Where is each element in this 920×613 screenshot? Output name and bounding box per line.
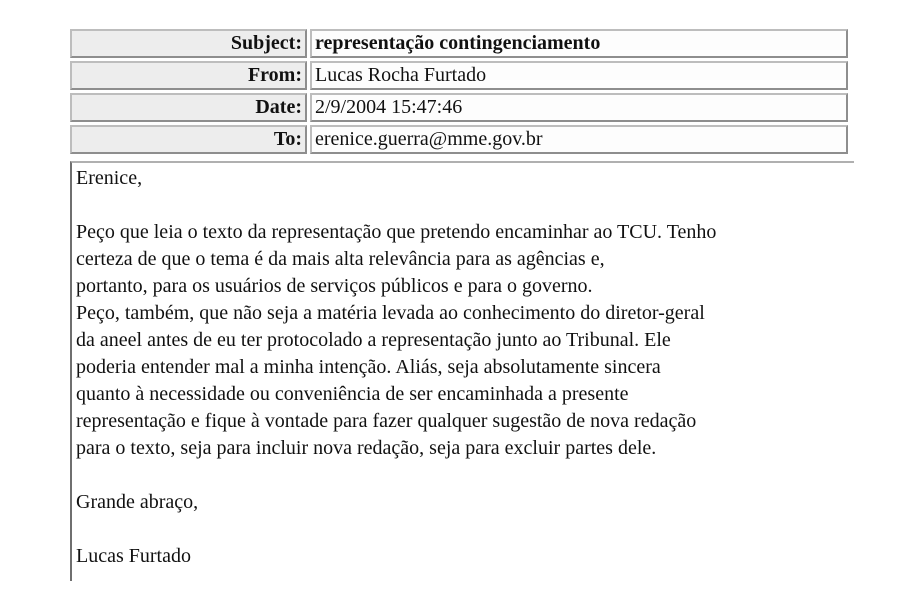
body-line: representação e fique à vontade para fazer qualquer sugestão de nova redação	[76, 410, 697, 432]
email-body	[70, 161, 854, 581]
body-line: poderia entender mal a minha intenção. Aliás, seja absolutamente sincera	[76, 356, 661, 378]
date-value: 2/9/2004 15:47:46	[310, 93, 848, 122]
date-label: Date:	[70, 93, 307, 122]
paragraph-gap	[76, 462, 854, 489]
body-line: certeza de que o tema é da mais alta relevância para as agências e,	[76, 248, 605, 270]
to-value: erenice.guerra@mme.gov.br	[310, 125, 848, 154]
email-greeting: Erenice,	[76, 167, 143, 189]
paragraph-gap	[76, 516, 854, 543]
email-closing: Grande abraço,	[76, 491, 199, 513]
body-line: da aneel antes de eu ter protocolado a representação junto ao Tribunal. Ele	[76, 329, 671, 351]
email-message	[70, 26, 854, 581]
from-label: From:	[70, 61, 307, 90]
body-line: Peço, também, que não seja a matéria levada ao conhecimento do diretor-geral	[76, 302, 705, 324]
from-value: Lucas Rocha Furtado	[310, 61, 848, 90]
subject-value: representação contingenciamento	[310, 29, 848, 58]
to-label: To:	[70, 125, 307, 154]
body-line: quanto à necessidade ou conveniência de ser encaminhada a presente	[76, 383, 629, 405]
email-signature: Lucas Furtado	[76, 545, 191, 567]
body-line: portanto, para os usuários de serviços públicos e para o governo.	[76, 275, 593, 297]
from-row	[70, 61, 848, 90]
paragraph-gap	[76, 192, 854, 219]
body-line: para o texto, seja para incluir nova redação, seja para excluir partes dele.	[76, 437, 657, 459]
subject-label: Subject:	[70, 29, 307, 58]
date-row	[70, 93, 848, 122]
subject-row	[70, 29, 848, 58]
email-headers-table	[67, 26, 851, 157]
to-row	[70, 125, 848, 154]
body-line: Peço que leia o texto da representação que pretendo encaminhar ao TCU. Tenho	[76, 221, 717, 243]
